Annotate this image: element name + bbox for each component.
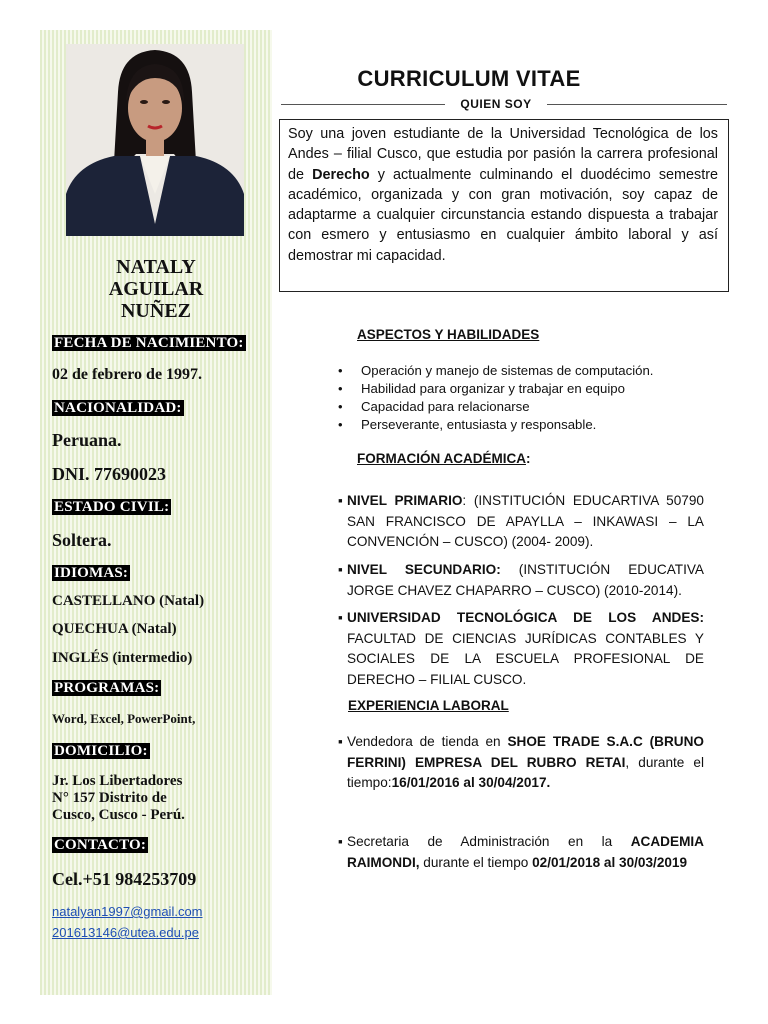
birth-label: FECHA DE NACIMIENTO: xyxy=(54,335,244,351)
nationality-value: Peruana. xyxy=(52,430,122,450)
education-item xyxy=(338,491,704,553)
education-item xyxy=(338,608,704,690)
education-heading-colon: : xyxy=(526,451,531,466)
programs-label: PROGRAMAS: xyxy=(54,680,160,696)
address-label: DOMICILIO: xyxy=(54,743,148,759)
education-heading xyxy=(357,451,531,466)
dni-value: DNI. 77690023 xyxy=(52,464,167,484)
about-highlight: Derecho xyxy=(312,166,370,183)
square-bullet-icon: ▪ xyxy=(338,734,343,749)
job-dates: 16/01/2016 al 30/04/2017. xyxy=(391,775,551,790)
education-level: UNIVERSIDAD TECNOLÓGICA DE LOS ANDES: xyxy=(347,610,704,625)
about-text: y actualmente culminando el duodécimo semestre académico, organizada y con gran motivación, soy capaz de adaptarme a cualquier circunstancia estando dispuesta a trabajar con esmero y entusiasmo en cualquier ámbito laboral y así demostrar mi capacidad. xyxy=(288,166,718,264)
address-line: N° 157 Distrito de xyxy=(52,790,167,806)
education-detail: (INSTITUCIÓN EDUCATIVA JORGE CHAVEZ CHAPARRO – CUSCO) (2010-2014). xyxy=(347,562,704,598)
education-detail: : (INSTITUCIÓN EDUCARTIVA 50790 SAN FRANCISCO DE APAYLLA – INKAWASI – LA CONVENCIÓN – CUSCO) (2004- 2009). xyxy=(347,493,704,549)
square-bullet-icon: ▪ xyxy=(338,493,343,508)
divider xyxy=(281,104,445,105)
education-level: NIVEL PRIMARIO xyxy=(347,493,463,508)
address-block xyxy=(52,773,185,824)
phone-value: Cel.+51 984253709 xyxy=(52,869,197,889)
job-duration-label: , durante el tiempo: xyxy=(347,754,704,790)
email-link[interactable]: natalyan1997@gmail.com xyxy=(52,904,203,919)
address-line: Cusco, Cusco - Perú. xyxy=(52,807,185,823)
nationality-label: NACIONALIDAD: xyxy=(54,400,182,416)
list-item: • Perseverante, entusiasta y responsable. xyxy=(338,416,708,434)
job-role: Secretaria de Administración en la xyxy=(347,834,631,849)
birth-value: 02 de febrero de 1997. xyxy=(52,366,203,383)
divider xyxy=(547,104,727,105)
education-heading-text: FORMACIÓN ACADÉMICA xyxy=(357,451,526,466)
language-item: INGLÉS (intermedio) xyxy=(52,650,193,666)
page-title: CURRICULUM VITAE xyxy=(357,66,581,91)
about-text: Soy una joven estudiante de la Universidad Tecnológica de los Andes – filial Cusco, que estudia por pasión la carrera profesional de xyxy=(288,126,718,183)
square-bullet-icon: ▪ xyxy=(338,562,343,577)
language-item: CASTELLANO (Natal) xyxy=(52,593,205,609)
language-item: QUECHUA (Natal) xyxy=(52,621,177,637)
candidate-name xyxy=(40,256,272,322)
name-line: NATALY xyxy=(116,256,196,278)
education-item xyxy=(338,560,704,601)
job-role: Vendedora de tienda en xyxy=(347,734,508,749)
list-item: • Habilidad para organizar y trabajar en equipo xyxy=(338,380,708,398)
email-link[interactable]: 201613146@utea.edu.pe xyxy=(52,925,199,940)
civil-status-label: ESTADO CIVIL: xyxy=(54,499,170,515)
name-line: NUÑEZ xyxy=(120,300,191,322)
experience-item xyxy=(338,832,704,873)
programs-value: Word, Excel, PowerPoint, xyxy=(52,711,196,726)
about-box xyxy=(279,119,729,292)
languages-label: IDIOMAS: xyxy=(54,565,129,581)
job-company: SHOE TRADE S.A.C (BRUNO FERRINI) EMPRESA DEL RUBRO RETAI xyxy=(347,734,704,770)
list-item: • Operación y manejo de sistemas de computación. xyxy=(338,362,708,380)
section-subtitle: QUIEN SOY xyxy=(460,97,532,111)
contact-label: CONTACTO: xyxy=(54,837,147,853)
skills-list xyxy=(338,362,708,434)
job-company: ACADEMIA RAIMONDI, xyxy=(347,834,704,870)
education-detail: FACULTAD DE CIENCIAS JURÍDICAS CONTABLES Y SOCIALES DE LA ESCUELA PROFESIONAL DE DERECHO – FILIAL CUSCO. xyxy=(347,630,704,687)
civil-status-value: Soltera. xyxy=(52,530,112,550)
experience-item xyxy=(338,732,704,794)
skills-heading: ASPECTOS Y HABILIDADES xyxy=(357,327,540,342)
list-item: • Capacidad para relacionarse xyxy=(338,398,708,416)
experience-heading: EXPERIENCIA LABORAL xyxy=(348,698,509,713)
square-bullet-icon: ▪ xyxy=(338,610,343,625)
name-line: AGUILAR xyxy=(108,278,204,300)
job-duration-label: durante el tiempo xyxy=(419,854,533,870)
education-level: NIVEL SECUNDARIO: xyxy=(347,562,501,577)
job-dates: 02/01/2018 al 30/03/2019 xyxy=(532,854,688,870)
address-line: Jr. Los Libertadores xyxy=(52,773,183,789)
square-bullet-icon: ▪ xyxy=(338,834,343,849)
profile-photo xyxy=(66,44,244,236)
